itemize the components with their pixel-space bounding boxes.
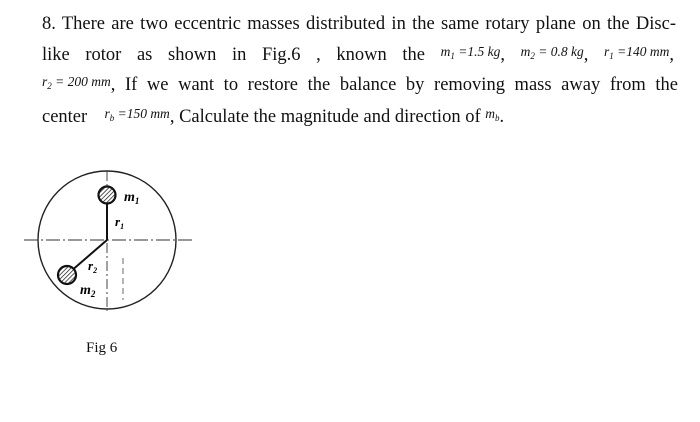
mass-m2 <box>58 266 76 284</box>
problem-statement-known: like rotor as shown in Fig.6 , known the <box>42 45 426 65</box>
problem-statement-start: 8. There are two eccentric masses distributed in the same rotary plane on the Disc- <box>42 14 676 34</box>
mass-m1 <box>99 187 116 204</box>
problem-statement-calculate: , Calculate the magnitude and direction of <box>169 107 481 127</box>
label-m2: $m_2$ <box>80 283 96 299</box>
problem-statement-center: center <box>42 107 88 127</box>
m1-given: $m_1 =1.5$ kg <box>440 44 501 61</box>
problem-line-3 <box>42 70 678 97</box>
r1-given: $r_1 =140$ mm <box>604 44 670 61</box>
problem-line-2: like rotor as shown in Fig.6 , known the $m_1 =1.5$ kg, $m_2 = 0.8$ kg, $r_1 =140$ mm, <box>42 40 674 67</box>
r2-given: $r_2 = 200$ mm <box>42 74 111 91</box>
m2-given: $m_2 = 0.8$ kg <box>520 44 584 61</box>
mb-symbol: $m_b$ <box>485 106 500 123</box>
problem-line-4: center $r_b =150$ mm, Calculate the magnitude and direction of $m_b$. <box>42 102 504 129</box>
problem-line-1 <box>42 12 676 36</box>
figure-caption: Fig 6 <box>86 340 118 356</box>
label-r2: $r_2$ <box>88 258 98 275</box>
label-m1: $m_1$ <box>124 190 140 206</box>
rotor-diagram <box>22 168 202 338</box>
rb-given: $r_b =150$ mm <box>104 106 170 123</box>
label-r1: $r_1$ <box>115 214 125 231</box>
problem-statement-remove: , If we want to restore the balance by removing mass away from the <box>110 75 678 95</box>
